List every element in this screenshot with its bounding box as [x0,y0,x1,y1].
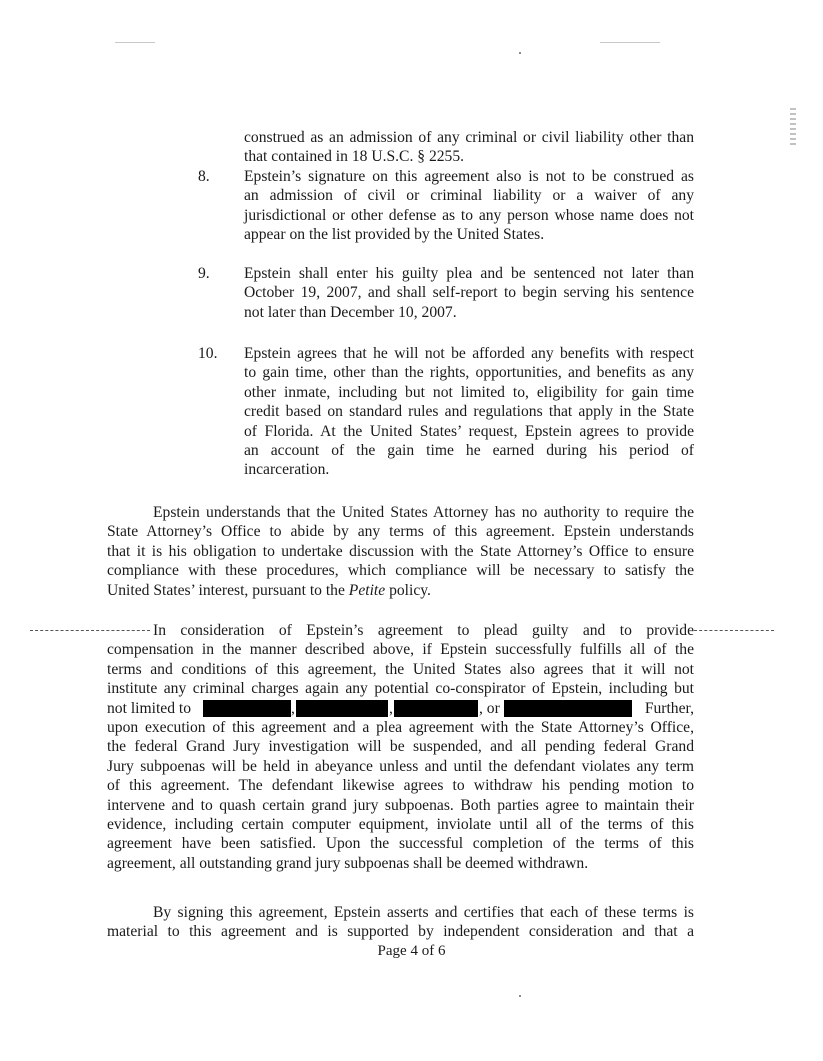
paragraph-co-conspirators [107,621,694,873]
redacted-line [107,699,694,718]
text-line: that contained in 18 U.S.C. § 2255. [244,148,465,166]
text-line: an account of the gain time he earned during his period of [244,442,694,460]
text-line: credit based on standard rules and regulations that apply in the State [244,403,694,421]
text-fragment: , [291,699,295,717]
scan-rule-right [694,630,774,631]
text-line: institute any criminal charges again any potential co-conspirator of Epstein, including but [107,680,694,698]
text-fragment: , or [479,699,500,717]
redaction-block [203,700,291,717]
text-line: United States’ interest, pursuant to the Petite policy. [107,581,431,599]
scan-speck [519,52,521,54]
redaction-block [504,700,632,717]
text-fragment: Further, [644,699,694,717]
text-line: material to this agreement and is supported by independent consideration and that a [107,923,694,941]
text-line: Epstein’s signature on this agreement also is not to be construed as [244,168,694,185]
text-line: State Attorney’s Office to abide by any terms of this agreement. Epstein understands [107,523,694,541]
page-number: Page 4 of 6 [377,943,446,959]
text-line: terms and conditions of this agreement, the United States also agrees that it will not [107,660,694,678]
text-fragment: , [389,699,393,717]
text-line: construed as an admission of any criminal or civil liability other than [244,129,694,146]
text-line: Jury subpoenas will be held in abeyance unless and until the defendant violates any term [107,757,694,775]
text-line: compensation in the manner described above, if Epstein successfully fulfills all of the [107,641,694,659]
text-line: compliance with these procedures, which compliance will be necessary to satisfy the [107,562,694,580]
text-line: intervene and to quash certain grand jury subpoenas. Both parties agree to maintain their [107,796,694,814]
text-line: other inmate, including but not limited to, eligibility for gain time [244,383,694,401]
text-line: By signing this agreement, Epstein asserts and certifies that each of these terms is [153,904,694,921]
text-line: agreement, all outstanding grand jury subpoenas shall be deemed withdrawn. [107,854,589,872]
paragraph-state-attorney [107,503,694,600]
text-line: that it is his obligation to undertake discussion with the State Attorney’s Office to ensure [107,542,694,560]
text-line: upon execution of this agreement and a plea agreement with the State Attorney’s Office, [107,719,694,737]
text-line: Epstein understands that the United States Attorney has no authority to require the [153,504,694,521]
text-line: October 19, 2007, and shall self-report to begin serving his sentence [244,284,694,302]
item-number: 10. [198,345,218,362]
text-line: the federal Grand Jury investigation will be suspended, and all pending federal Grand [107,738,694,756]
scan-edge-mark [790,108,796,148]
text-line: jurisdictional or other defense as to any person whose name does not [244,206,694,224]
redaction-block [394,700,478,717]
scan-smudge [115,42,155,43]
text-line: Epstein shall enter his guilty plea and be sentenced not later than [244,265,694,282]
text-line: to gain time, other than the rights, opportunities, and benefits as any [244,364,694,382]
scan-smudge [600,42,660,43]
text-fragment: not limited to [107,699,192,717]
text-line: an admission of civil or criminal liability or a waiver of any [244,187,694,205]
petite-italic: Petite [348,581,386,599]
text-line: not later than December 10, 2007. [244,303,457,321]
redaction-block [296,700,388,717]
text-line: agreement have been satisfied. Upon the successful completion of the terms of this [107,835,694,853]
scan-speck [519,995,521,997]
paragraph-certification [107,903,694,942]
item-number: 8. [198,168,210,185]
text-line: of this agreement. The defendant likewise agrees to withdraw his pending motion to [107,777,694,795]
text-line: appear on the list provided by the United States. [244,226,545,244]
text-line: evidence, including certain computer equipment, inviolate until all of the terms of this [107,816,694,834]
text-line: incarceration. [244,461,330,479]
text-line: In consideration of Epstein’s agreement to plead guilty and to provide [153,622,694,639]
text-line: of Florida. At the United States’ request, Epstein agrees to provide [244,422,694,440]
item-number: 9. [198,265,210,282]
text-line: Epstein agrees that he will not be afforded any benefits with respect [244,345,694,362]
